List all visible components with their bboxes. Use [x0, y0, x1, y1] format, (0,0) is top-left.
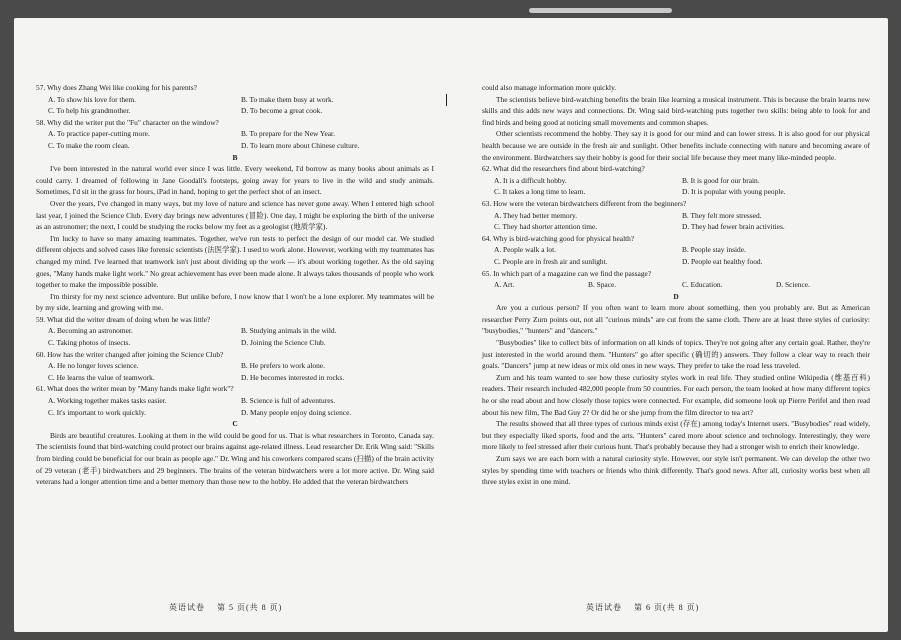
question-57-options — [36, 94, 434, 117]
option: D. To become a great cook. — [241, 106, 323, 116]
passage-b-paragraph: I've been interested in the natural world ever since I was little. Every weekend, I'd borrow as many books about animals as I could carry. I dreamed of following in Jane Goodall's footsteps, going away for years to live in the wild and study animals. Sometimes, I'd sit in the grass for hours, iPad in hand, hoping to get the perfect shot of an insect. — [36, 164, 434, 197]
right-column — [482, 82, 870, 488]
option: C. It's important to work quickly. — [48, 407, 146, 417]
option: C. To help his grandmother. — [48, 106, 131, 116]
option: D. Joining the Science Club. — [241, 338, 326, 348]
passage-c-paragraph: The scientists believe bird-watching benefits the brain like learning a musical instrument. This is because the brain learns new skills and this adds new ways and connections. Dr. Wing said bird-watching puts together two skills: being able to look for and find birds and being good at noticing small movements and common shapes. — [482, 94, 870, 127]
passage-d-paragraph: "Busybodies" like to collect bits of information on all kinds of topics. They're not going after any certain goal. Rather, they're just interested in the world around them. "Hunters" go after specific (确切的) answers. They follow a clear way to reach their goals. "Dancers" jump at new ideas or mix old ones in new ways. They prefer to take the road less traveled. — [482, 338, 870, 371]
option: A. To practice paper-cutting more. — [48, 129, 150, 139]
option: A. Art. — [494, 280, 515, 290]
passage-d-paragraph: Zurn and his team wanted to see how these curiosity styles work in real life. They studied online Wikipedia (维基百科) readers. Their research included 482,000 people from 50 countries. For each person, the team looked at how many different topics he or she read about and how closely those topics were connected. For example, did someone look up Pierre Perifel and then read about his new film, The Bad Guy 2? Or did he or she jump from the film director to tea art? — [482, 372, 870, 417]
option: D. They had fewer brain activities. — [682, 222, 785, 232]
question-58-options — [36, 128, 434, 151]
scrollbar-thumb[interactable] — [529, 8, 672, 13]
question-60: 60. How has the writer changed after joining the Science Club? — [36, 349, 224, 359]
option: C. He learns the value of teamwork. — [48, 372, 155, 382]
passage-d-paragraph: The results showed that all three types of curious minds exist (存在) among today's Internet users. "Busybodies" read widely, but they especially liked sports, food and the arts. "Hunters" cared more about science and technology. Interestingly, they were more likely to feel stressed after their curious hunt. That's probably because they had a stronger wish to enrich their knowledge. — [482, 419, 870, 452]
option: D. It is popular with young people. — [682, 187, 786, 197]
page-footer-left: 英语试卷 第 5 页(共 8 页) — [169, 603, 283, 612]
option: D. He becomes interested in rocks. — [241, 372, 345, 382]
option: B. To prepare for the New Year. — [241, 129, 335, 139]
exam-sheet — [14, 18, 888, 632]
option: C. To make the room clean. — [48, 140, 130, 150]
passage-b-paragraph: Over the years, I've changed in many ways, but my love of nature and science has never gone away. When I entered high school last year, I joined the Science Club. Every day brings new adventures (冒险). One day, I might be exploring the birth of the universe as an astronomer; the next, I could be studying the rocks below my feet as a geologist (地质学家). — [36, 198, 434, 232]
option: C. Education. — [682, 280, 723, 290]
question-59-options — [36, 325, 434, 348]
passage-c-continuation: could also manage information more quickly. — [482, 83, 617, 92]
option: C. Taking photos of insects. — [48, 338, 131, 348]
section-b-heading: B — [232, 152, 238, 162]
question-65-options — [482, 279, 870, 291]
option: A. Becoming an astronomer. — [48, 326, 133, 336]
option: A. To show his love for them. — [48, 94, 137, 104]
option: D. To learn more about Chinese culture. — [241, 140, 360, 150]
option: B. It is good for our brain. — [682, 175, 760, 185]
passage-c-paragraph: Other scientists recommend the hobby. They say it is good for our mind and can lower stress. It is also good for our physical health because we are outside in the fresh air and sunlight. Other benefits include connecting with nature and becoming aware of the environment. Birdwatchers say their hobby is good for their social life because they meet many like-minded people. — [482, 129, 870, 162]
option: A. They had better memory. — [494, 210, 578, 220]
option: A. It is a difficult hobby. — [494, 175, 567, 185]
question-60-options — [36, 360, 434, 383]
option: B. People stay inside. — [682, 245, 746, 255]
option: C. They had shorter attention time. — [494, 222, 598, 232]
left-column — [36, 82, 434, 488]
option: D. People eat healthy food. — [682, 256, 763, 266]
passage-b-paragraph: I'm thirsty for my next science adventure. But unlike before, I now know that I won't be a lone explorer. My teammates will be by my side, learning and growing with me. — [36, 291, 434, 313]
option: D. Many people enjoy doing science. — [241, 407, 352, 417]
passage-d-paragraph: Are you a curious person? If you often want to learn more about something, then you probably are. But as American researcher Perry Zurn points out, not all "curious minds" are cut from the same cloth. There are at least three styles of curiosity: "busybodies," "hunters" and "dancers." — [482, 303, 870, 336]
question-61: 61. What does the writer mean by "Many hands make light work"? — [36, 384, 234, 394]
question-62: 62. What did the researchers find about bird-watching? — [482, 164, 645, 174]
question-64: 64. Why is bird-watching good for physical health? — [482, 233, 635, 243]
question-65: 65. In which part of a magazine can we find the passage? — [482, 268, 652, 278]
question-64-options — [482, 244, 870, 267]
option: B. Space. — [588, 280, 617, 290]
option: B. Science is full of adventures. — [241, 396, 336, 406]
question-61-options — [36, 395, 434, 418]
option: B. They felt more stressed. — [682, 210, 762, 220]
option: B. He prefers to work alone. — [241, 361, 325, 371]
option: A. Working together makes tasks easier. — [48, 396, 167, 406]
option: D. Science. — [776, 280, 810, 290]
question-59: 59. What did the writer dream of doing when he was little? — [36, 314, 211, 324]
section-d-heading: D — [673, 291, 679, 301]
section-c-heading: C — [232, 419, 238, 429]
question-62-options — [482, 175, 870, 198]
question-58: 58. Why did the writer put the "Fu" character on the window? — [36, 117, 219, 127]
option: A. He no longer loves science. — [48, 361, 139, 371]
question-57: 57. Why does Zhang Wei like cooking for his parents? — [36, 83, 197, 92]
option: A. People walk a lot. — [494, 245, 556, 255]
column-divider — [446, 94, 447, 106]
option: C. It takes a long time to learn. — [494, 187, 586, 197]
passage-b-paragraph: I'm lucky to have so many amazing teammates. Together, we've run tests to perfect the design of our model car. We studied different objects and solved cases like forensic scientists (法医学家). I used to work alone. However, working with my teammates has changed my mind. I've learned that teamwork isn't just about dividing up the work — it's about working together. As the old saying goes, "Many hands make light work." No great achievement has ever been made alone. It always takes thousands of people who work together to make the impossible possible. — [36, 233, 434, 290]
page-footer-right: 英语试卷 第 6 页(共 8 页) — [586, 603, 700, 612]
question-63: 63. How were the veteran birdwatchers different from the beginners? — [482, 198, 687, 208]
passage-d-paragraph: Zurn says we are each born with a natural curiosity style. However, our style isn't permanent. We can develop the other two styles by spending time with teachers or friends who think differently. That's good news. After all, curiosity works best when all three styles exist in one mind. — [482, 454, 870, 487]
passage-c-paragraph: Birds are beautiful creatures. Looking at them in the wild could be good for us. That is what researchers in Toronto, Canada say. The scientists found that bird-watching could protect our brains against age-related illness. Lead researcher Dr. Erik Wing said: "Skills from birding could be beneficial for our brain as people age." Dr. Wing and his coworkers compared scans (扫描) of the brain activity of 29 veteran (老手) birdwatchers and 29 beginners. The brains of the veteran birdwatchers were a lot more active. Dr. Wing said veterans had a longer attention time and a better memory than those new to the hobby. He added that the veteran birdwatchers — [36, 430, 434, 487]
option: B. To make them busy at work. — [241, 94, 334, 104]
option: C. People are in fresh air and sunlight. — [494, 256, 608, 266]
question-63-options — [482, 210, 870, 233]
option: B. Studying animals in the wild. — [241, 326, 337, 336]
